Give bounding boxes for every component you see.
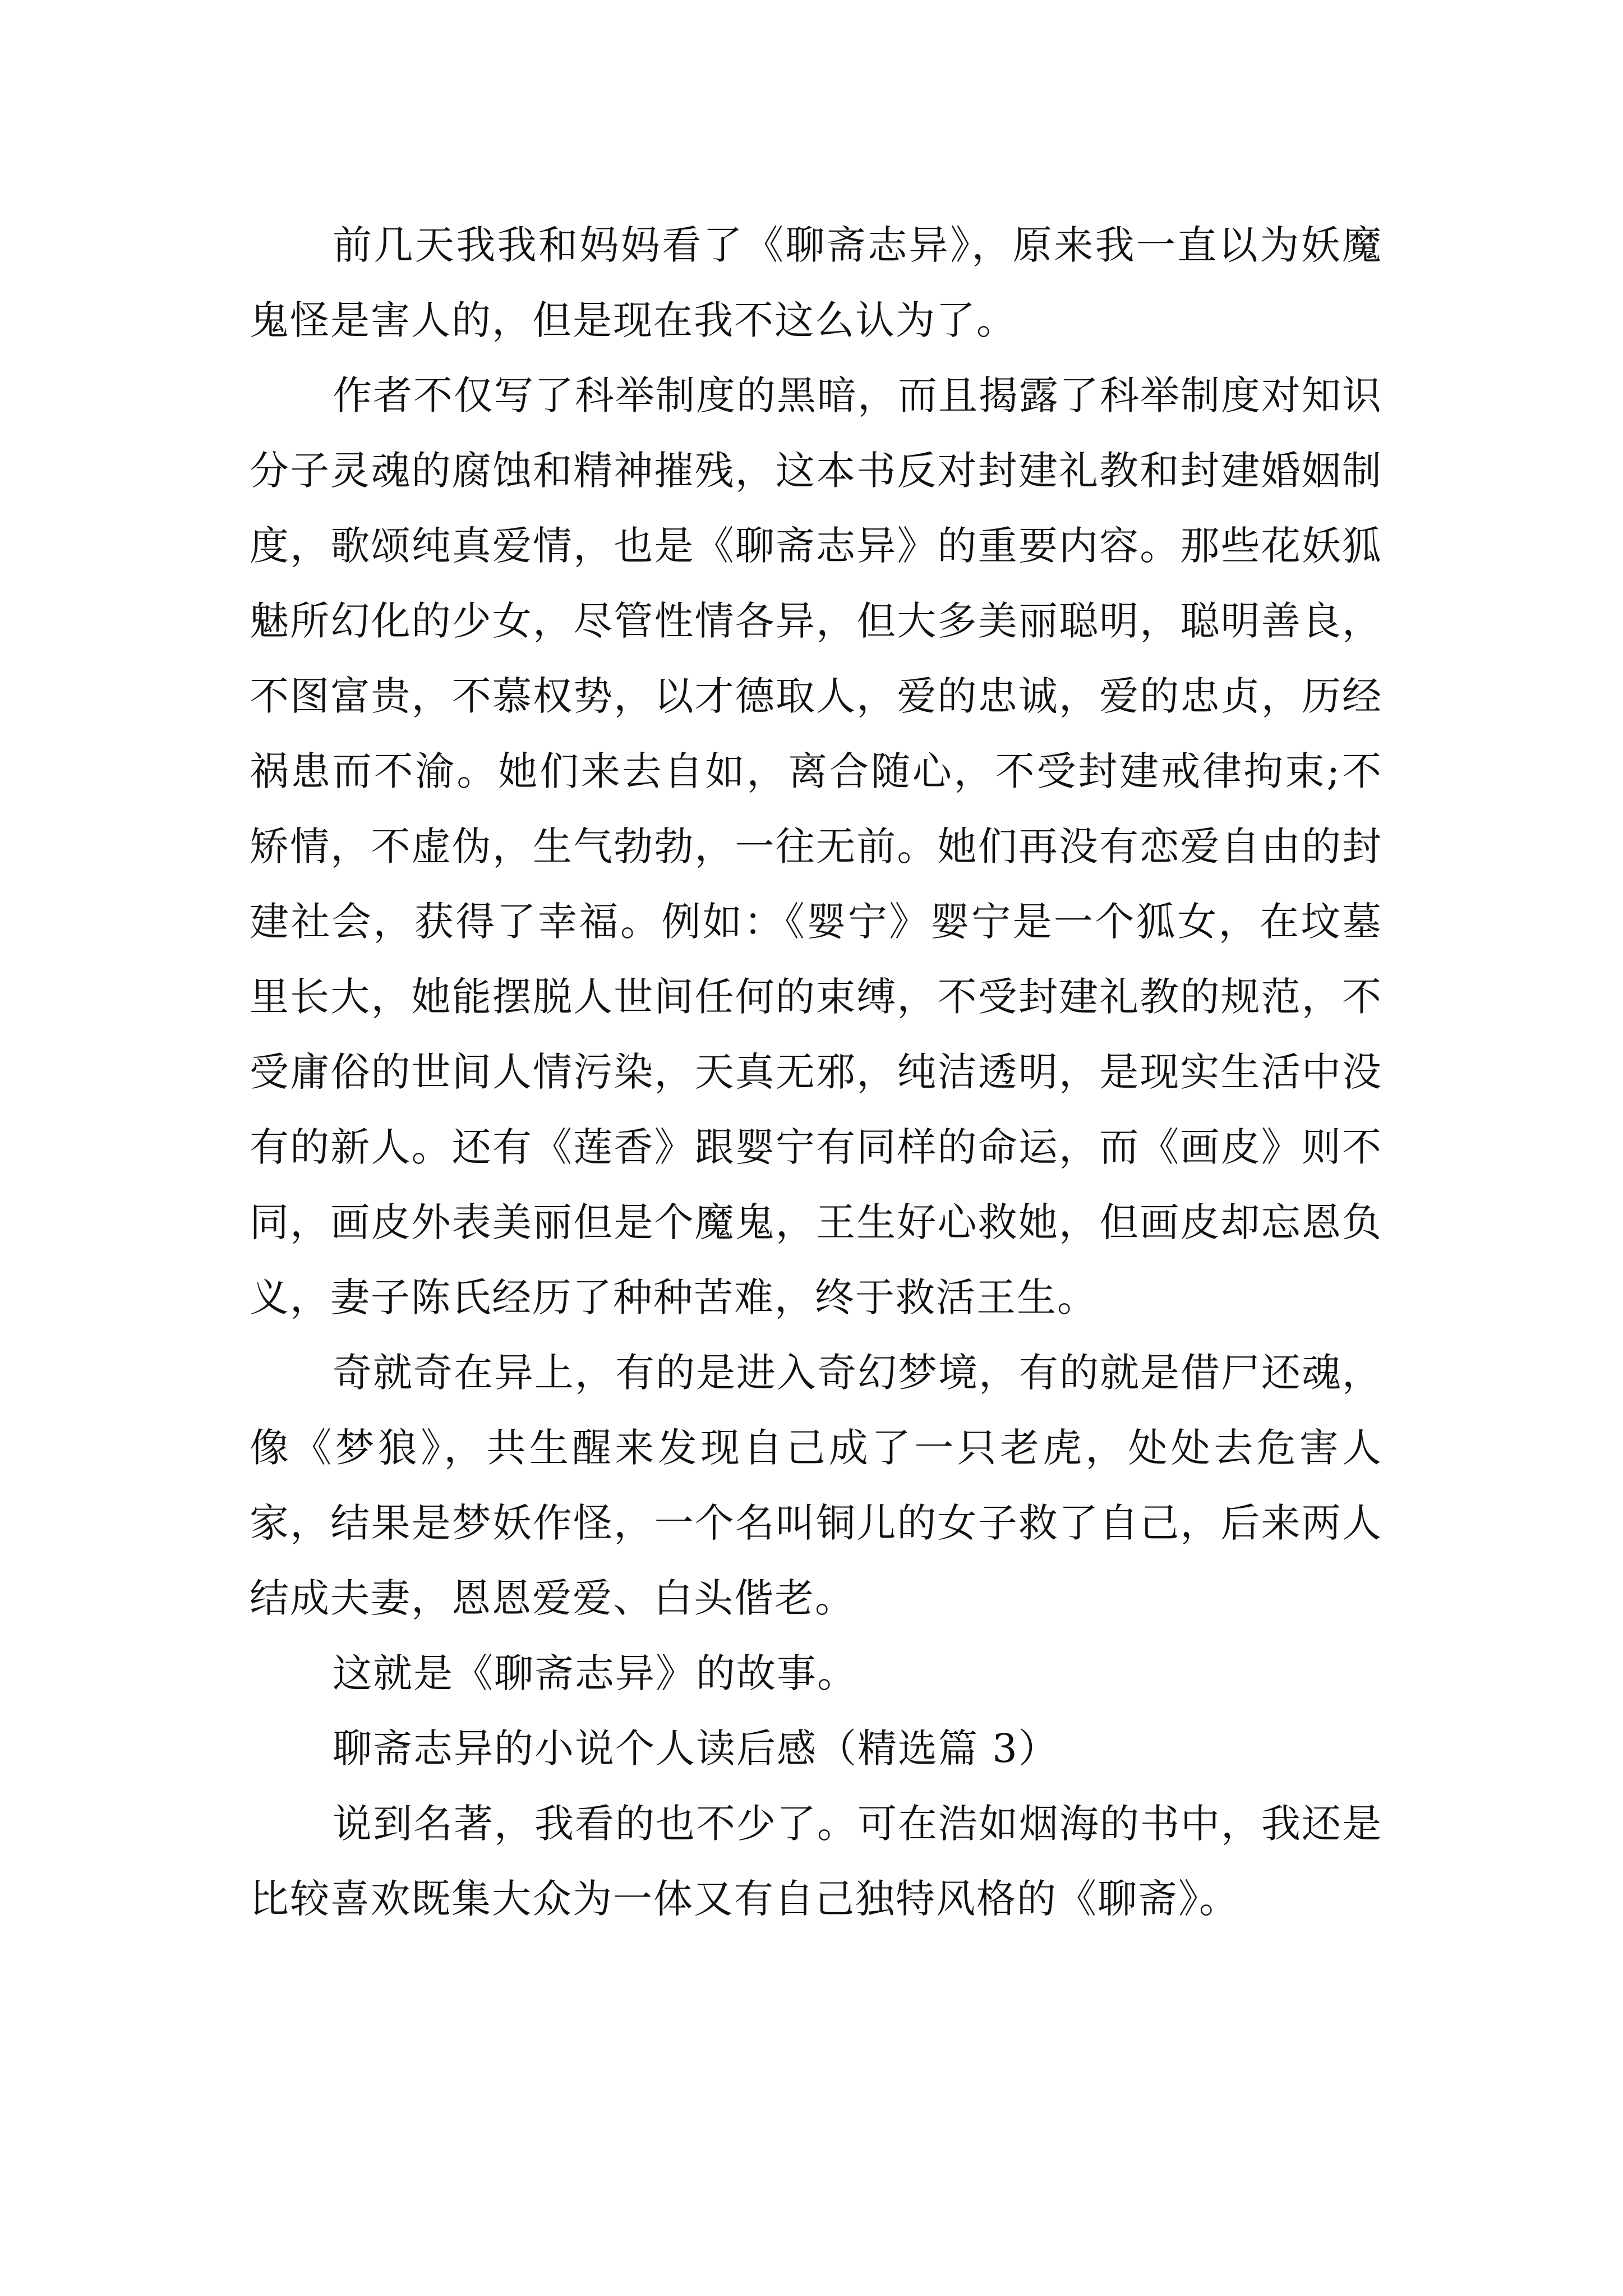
paragraph-intro: 前几天我我和妈妈看了《聊斋志异》，原来我一直以为妖魔鬼怪是害人的，但是现在我不这么认为了。 (250, 222, 1382, 343)
paragraph-themes: 作者不仅写了科举制度的黑暗，而且揭露了科举制度对知识分子灵魂的腐蚀和精神摧残，这本书反对封建礼教和封建婚姻制度，歌颂纯真爱情，也是《聊斋志异》的重要内容。那些花妖狐魅所幻化的少女，尽管性情各异，但大多美丽聪明，聪明善良，不图富贵，不慕权势，以才德取人，爱的忠诚，爱的忠贞，历经祸患而不渝。她们来去自如，离合随心，不受封建戒律拘束;不矫情，不虚伪，生气勃勃，一往无前。她们再没有恋爱自由的封建社会，获得了幸福。例如：《婴宁》婴宁是一个狐女，在坟墓里长大，她能摆脱人世间任何的束缚，不受封建礼教的规范，不受庸俗的世间人情污染，天真无邪，纯洁透明，是现实生活中没有的新人。还有《莲香》跟婴宁有同样的命运，而《画皮》则不同，画皮外表美丽但是个魔鬼，王生好心救她，但画皮却忘恩负义，妻子陈氏经历了种种苦难，终于救活王生。 (250, 372, 1382, 1320)
paragraph-conclusion: 这就是《聊斋志异》的故事。 (333, 1650, 857, 1696)
section-heading: 聊斋志异的小说个人读后感（精选篇 3） (333, 1726, 1059, 1772)
paragraph-classics: 说到名著，我看的也不少了。可在浩如烟海的书中，我还是比较喜欢既集大众为一体又有自己独特风格的《聊斋》。 (250, 1801, 1382, 1922)
document-body (250, 208, 1382, 1936)
paragraph-dreams: 奇就奇在异上，有的是进入奇幻梦境，有的就是借尸还魂，像《梦狼》，共生醒来发现自己成了一只老虎，处处去危害人家，结果是梦妖作怪，一个名叫铜儿的女子救了自己，后来两人结成夫妻，恩恩爱爱、白头偕老。 (250, 1350, 1382, 1621)
